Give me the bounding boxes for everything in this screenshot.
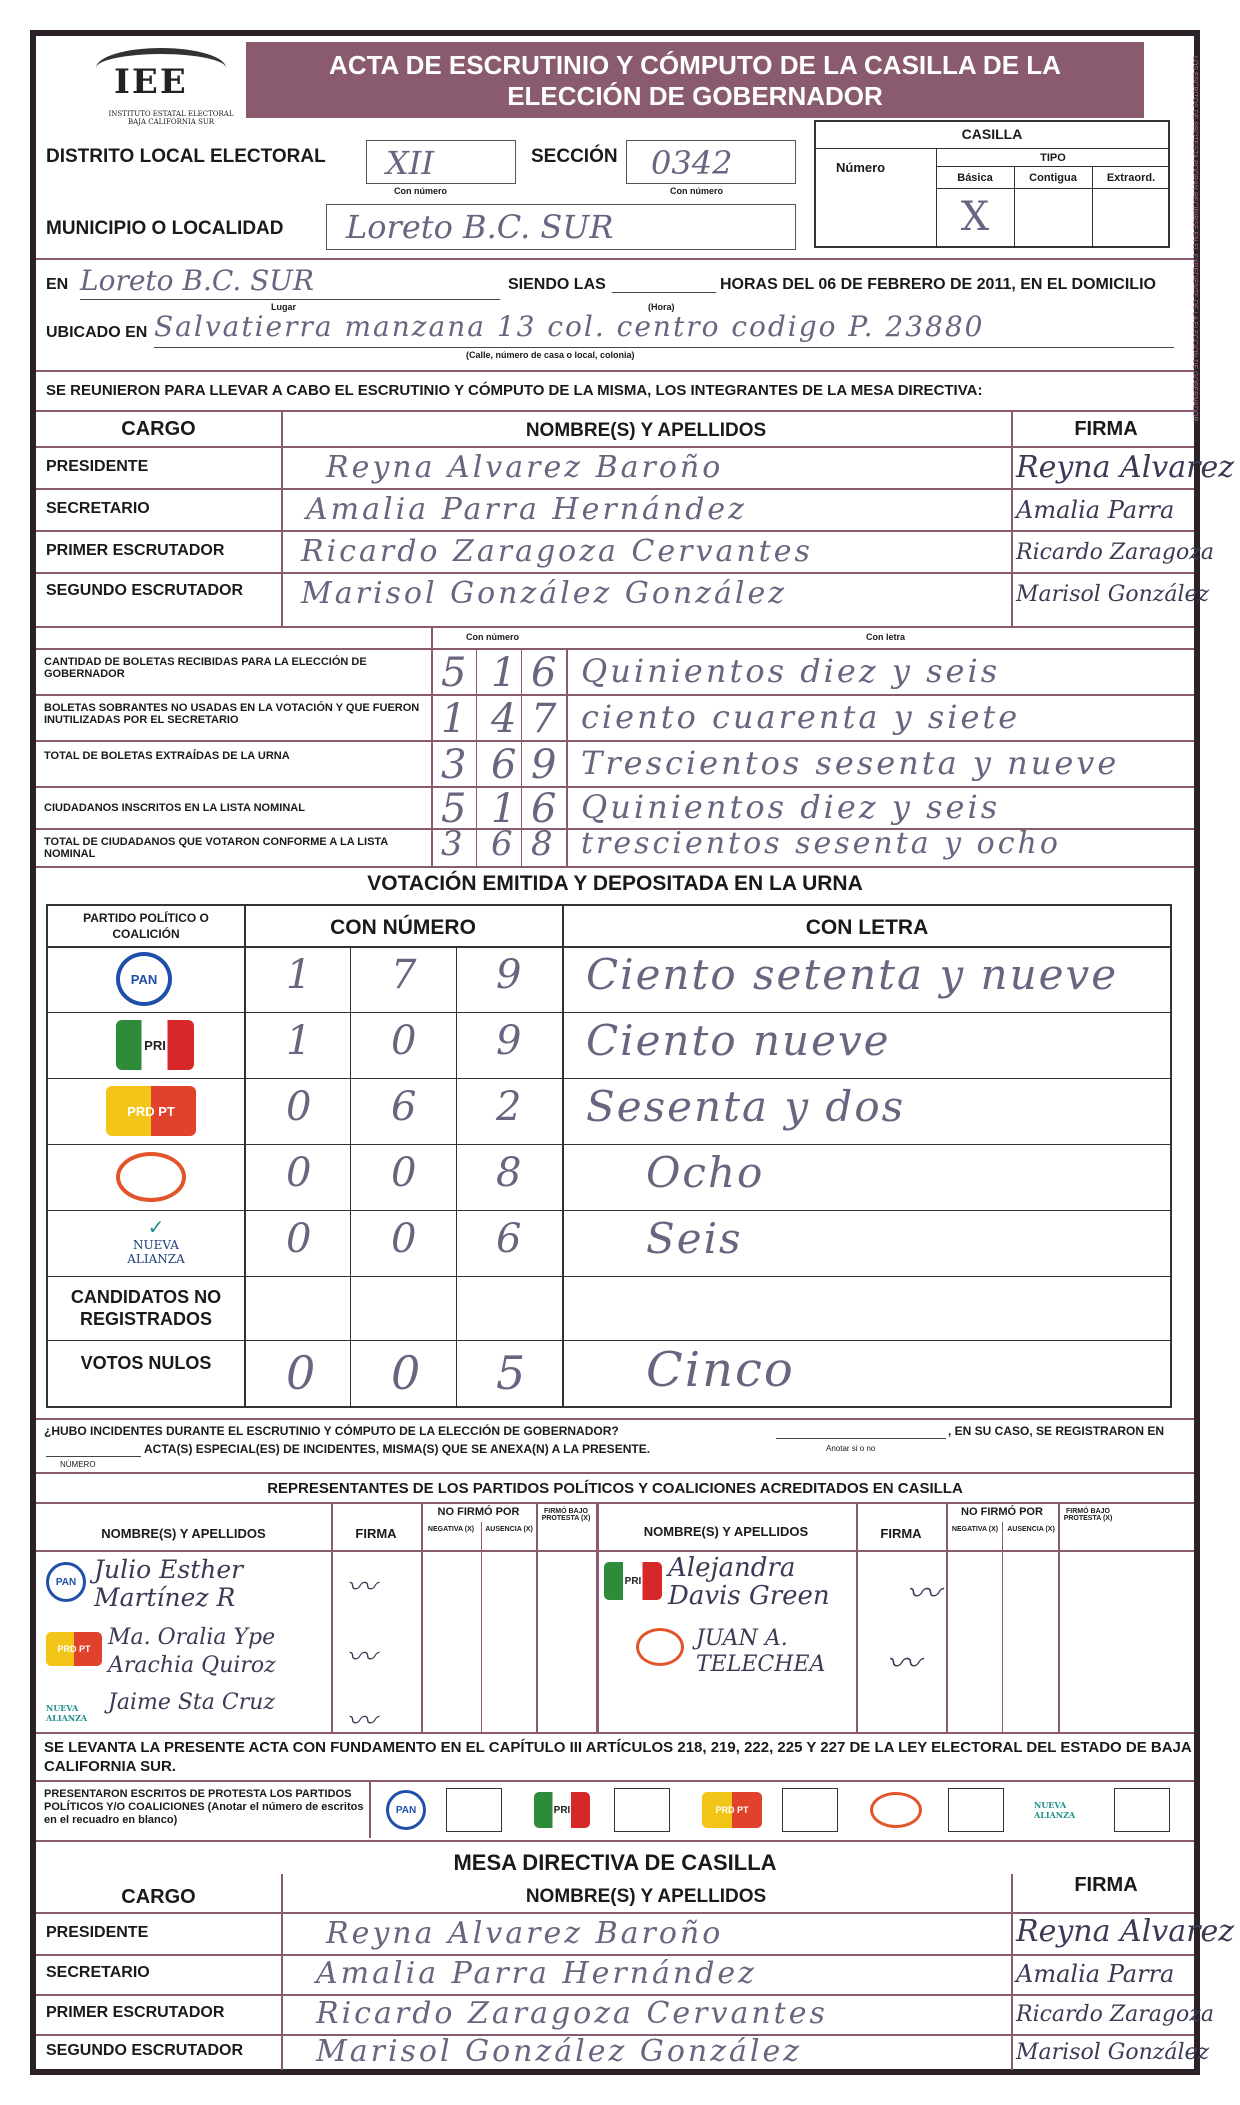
votacion-letra[interactable]: Sesenta y dos bbox=[586, 1082, 906, 1131]
rule-rep bbox=[36, 1472, 1194, 1474]
rep-pri-logo-icon: PRI bbox=[604, 1562, 662, 1600]
incidentes-text-2: , EN SU CASO, SE REGISTRARON EN bbox=[948, 1424, 1165, 1438]
mesa-bottom-cargo: PRIMER ESCRUTADOR bbox=[46, 2004, 225, 2021]
boletas-bottom-rule bbox=[36, 866, 1194, 868]
tipo-extraord: Extraord. bbox=[1106, 172, 1156, 184]
mesa-bottom-firma-header: FIRMA bbox=[1074, 1874, 1138, 1896]
tipo-label: TIPO bbox=[1040, 152, 1066, 164]
mesa-bottom-cargo: PRESIDENTE bbox=[46, 1924, 149, 1941]
rep-vline bbox=[481, 1522, 482, 1732]
rep-nombre[interactable]: Alejandra Davis Green bbox=[668, 1553, 830, 1611]
incidentes-text-1: ¿HUBO INCIDENTES DURANTE EL ESCRUTINIO Y CÓMPUTO DE LA ELECCIÓN DE GOBERNADOR? bbox=[44, 1424, 619, 1438]
hora-field[interactable] bbox=[612, 292, 716, 293]
rule-3 bbox=[36, 410, 1194, 412]
nueva-alianza-logo-icon: ✓ NUEVA ALIANZA bbox=[127, 1217, 185, 1266]
party-eagle-logo-icon bbox=[116, 1152, 186, 1202]
boletas-label: TOTAL DE BOLETAS EXTRAÍDAS DE LA URNA bbox=[44, 750, 290, 762]
boletas-d3[interactable]: 8 bbox=[531, 824, 553, 864]
boletas-label: BOLETAS SOBRANTES NO USADAS EN LA VOTACIÓN Y QUE FUERON INUTILIZADAS POR EL SECRETARIO bbox=[44, 702, 420, 726]
votacion-d2[interactable]: 7 bbox=[391, 952, 417, 998]
protesta-prd-pt-logo-icon: PRD PT bbox=[702, 1792, 762, 1828]
side-vertical-text: LOS ESCRITOS DE PROTESTA PODRÁN RECIBIRSE EN EL EXPEDIENTE DE LA ELECCIÓN DE GOBERNADOR bbox=[1191, 56, 1198, 422]
casilla-divider bbox=[814, 148, 1170, 149]
rep-nombre[interactable]: Jaime Sta Cruz bbox=[108, 1690, 275, 1715]
votacion-d1[interactable]: 1 bbox=[286, 952, 312, 998]
rule-fundamento bbox=[36, 1732, 1194, 1734]
rep-firma-scribble[interactable]: 〰 bbox=[346, 1704, 376, 1739]
horas-text: HORAS DEL 06 DE FEBRERO DE 2011, EN EL DOMICILIO bbox=[720, 276, 1156, 293]
rep-firma-header: FIRMA bbox=[355, 1526, 397, 1541]
mesa-top-firma[interactable]: Reyna Alvarez bbox=[1016, 450, 1235, 485]
incidentes-numero-field[interactable] bbox=[46, 1456, 141, 1457]
rule-mesa-bottom bbox=[36, 1840, 1194, 1842]
boletas-d3[interactable]: 7 bbox=[531, 696, 557, 742]
prd-pt-logo-icon: PRD PT bbox=[106, 1086, 196, 1136]
pri-logo-icon: PRI bbox=[116, 1020, 194, 1070]
mesa-bottom-nombre[interactable]: Marisol González González bbox=[316, 2034, 803, 2069]
votacion-d2[interactable]: 0 bbox=[391, 1346, 421, 1400]
rep-title-rule bbox=[36, 1502, 1194, 1504]
votos-nulos-label: VOTOS NULOS bbox=[80, 1353, 212, 1373]
mesa-top-row bbox=[36, 532, 1214, 572]
votacion-d1[interactable]: 0 bbox=[286, 1150, 312, 1196]
rep-header-rule bbox=[36, 1550, 1194, 1552]
rule-1 bbox=[36, 258, 1194, 260]
mesa-bottom-firma[interactable]: Amalia Parra bbox=[1016, 1960, 1175, 1988]
boletas-d1[interactable]: 3 bbox=[441, 824, 463, 864]
mesa-top-firma[interactable]: Amalia Parra bbox=[1016, 496, 1175, 524]
mesa-top-cargo: SECRETARIO bbox=[46, 500, 150, 517]
rep-vline bbox=[1002, 1522, 1003, 1732]
mesa-top-bottom-rule bbox=[36, 626, 1194, 628]
tipo-contigua: Contigua bbox=[1029, 172, 1077, 184]
rep-negativa-2: NEGATIVA (X) bbox=[951, 1526, 999, 1533]
lugar-label: Lugar bbox=[271, 302, 297, 312]
votacion-letra[interactable]: Seis bbox=[646, 1214, 743, 1263]
tipo-basica: Básica bbox=[957, 172, 993, 184]
logo-subtitle: INSTITUTO ESTATAL ELECTORAL BAJA CALIFORNIA SUR bbox=[108, 110, 234, 126]
mesa-bottom-cargo: SEGUNDO ESCRUTADOR bbox=[46, 2042, 244, 2059]
protesta-nueva-alianza-logo-icon: NUEVA ALIANZA bbox=[1034, 1800, 1076, 1820]
boletas-row bbox=[36, 650, 1194, 694]
boletas-letra[interactable]: trescientos sesenta y ocho bbox=[581, 826, 1061, 861]
boletas-row bbox=[36, 742, 1194, 786]
boletas-label: CANTIDAD DE BOLETAS RECIBIDAS PARA LA ELECCIÓN DE GOBERNADOR bbox=[44, 656, 367, 680]
votacion-d1[interactable]: 0 bbox=[286, 1346, 316, 1400]
votacion-d3[interactable]: 2 bbox=[496, 1084, 522, 1130]
distrito-con-numero: Con número bbox=[394, 186, 447, 196]
mesa-bottom-row bbox=[36, 1996, 1214, 2034]
votacion-d3[interactable]: 9 bbox=[496, 1018, 522, 1064]
mesa-bottom-row bbox=[36, 2034, 1210, 2070]
mesa-bottom-firma[interactable]: Ricardo Zaragoza bbox=[1016, 2002, 1214, 2027]
boletas-letra[interactable]: Quinientos diez y seis bbox=[581, 652, 1001, 690]
mesa-top-nombre[interactable]: Amalia Parra Hernández bbox=[306, 492, 747, 527]
mesa-bottom-title: MESA DIRECTIVA DE CASILLA bbox=[453, 1850, 777, 1875]
protesta-pan-logo-icon: PAN bbox=[386, 1790, 426, 1830]
incidentes-numero: NÚMERO bbox=[60, 1460, 96, 1469]
rep-vline bbox=[536, 1502, 538, 1732]
rep-firmo-bajo: FIRMÓ BAJO PROTESTA (X) bbox=[541, 1508, 591, 1522]
mesa-top-row bbox=[36, 490, 1194, 530]
tipo-basica-mark[interactable]: X bbox=[960, 194, 990, 240]
protesta-pan-box[interactable] bbox=[446, 1788, 502, 1832]
rep-prd-pt-logo-icon: PRD PT bbox=[46, 1632, 102, 1666]
mesa-top-row bbox=[36, 448, 1235, 488]
mesa-bottom-nombre[interactable]: Ricardo Zaragoza Cervantes bbox=[316, 1996, 828, 2031]
rep-nombre[interactable]: Julio Esther Martínez R bbox=[94, 1555, 244, 1612]
votacion-d3[interactable]: 5 bbox=[496, 1346, 526, 1400]
rule-protesta bbox=[36, 1780, 1194, 1782]
boletas-d3[interactable]: 9 bbox=[531, 742, 557, 788]
distrito-value: XII bbox=[386, 144, 435, 182]
rep-ausencia-2: AUSENCIA (X) bbox=[1007, 1526, 1055, 1533]
rep-eagle-logo-icon bbox=[636, 1628, 684, 1666]
boletas-d1[interactable]: 1 bbox=[441, 696, 467, 742]
boletas-d2[interactable]: 1 bbox=[491, 786, 517, 832]
rep-nombre-header: NOMBRE(S) Y APELLIDOS bbox=[101, 1526, 266, 1541]
mesa-bottom-row bbox=[36, 1956, 1194, 1994]
rep-nueva-alianza-logo-icon: NUEVA ALIANZA bbox=[46, 1703, 88, 1723]
reunieron-text: SE REUNIERON PARA LLEVAR A CABO EL ESCRUTINIO Y CÓMPUTO DE LA MISMA, LOS INTEGRANTES DE LA MESA DIRECTIVA: bbox=[46, 382, 983, 399]
siendo-label: SIENDO LAS bbox=[508, 276, 606, 293]
boletas-d3[interactable]: 6 bbox=[531, 786, 557, 832]
rule-2 bbox=[36, 370, 1194, 372]
rep-nombre[interactable]: Ma. Oralia Ype Arachia Quiroz bbox=[108, 1625, 276, 1678]
en-value[interactable]: Loreto B.C. SUR bbox=[80, 264, 500, 300]
mesa-top-firma[interactable]: Ricardo Zaragoza bbox=[1016, 540, 1214, 565]
votacion-d1[interactable]: 0 bbox=[286, 1216, 312, 1262]
rule-incidentes bbox=[36, 1418, 1194, 1420]
ubicado-label: UBICADO EN bbox=[46, 324, 148, 341]
votacion-d3[interactable]: 9 bbox=[496, 952, 522, 998]
hora-label: (Hora) bbox=[648, 302, 675, 312]
rep-firma-scribble[interactable]: 〰 bbox=[346, 1640, 376, 1675]
tipo-divider-2 bbox=[936, 188, 1170, 189]
mesa-bottom-cargo-header: CARGO bbox=[121, 1886, 196, 1908]
seccion-con-numero: Con número bbox=[670, 186, 723, 196]
mesa-top-firma-header: FIRMA bbox=[1074, 418, 1138, 440]
votacion-d1[interactable]: 0 bbox=[286, 1084, 312, 1130]
rep-firma-scribble[interactable]: 〰 bbox=[346, 1570, 376, 1605]
boletas-row bbox=[36, 824, 1194, 866]
protesta-eagle-box[interactable] bbox=[948, 1788, 1004, 1832]
rep-no-firmo: NO FIRMÓ POR bbox=[437, 1506, 520, 1518]
votacion-letra[interactable]: Cinco bbox=[646, 1342, 795, 1398]
boletas-d2[interactable]: 6 bbox=[491, 824, 513, 864]
seccion-label: SECCIÓN bbox=[531, 146, 618, 167]
rep-vline bbox=[946, 1502, 948, 1732]
votacion-row bbox=[46, 1144, 1172, 1210]
boletas-label: TOTAL DE CIUDADANOS QUE VOTARON CONFORME A LA LISTA NOMINAL bbox=[44, 836, 388, 860]
protesta-text: PRESENTARON ESCRITOS DE PROTESTA LOS PARTIDOS POLÍTICOS Y/O COALICIONES (Anotar el número de escritos en el recuadro en blanco) bbox=[44, 1788, 364, 1826]
rep-firmo-bajo-2: FIRMÓ BAJO PROTESTA (X) bbox=[1063, 1508, 1113, 1522]
protesta-eagle-logo-icon bbox=[870, 1792, 922, 1828]
boletas-d2[interactable]: 4 bbox=[491, 696, 517, 742]
boletas-con-letra: Con letra bbox=[866, 632, 906, 642]
acta-sheet bbox=[30, 30, 1235, 2075]
rep-nombre-header-2: NOMBRE(S) Y APELLIDOS bbox=[643, 1524, 809, 1539]
mesa-bottom-cargo: SECRETARIO bbox=[46, 1964, 150, 1981]
votacion-d3[interactable]: 8 bbox=[496, 1150, 522, 1196]
votacion-title: VOTACIÓN EMITIDA Y DEPOSITADA EN LA URNA bbox=[367, 872, 863, 895]
title-line-1: ACTA DE ESCRUTINIO Y CÓMPUTO DE LA CASILLA DE LA bbox=[329, 50, 1061, 80]
calle-label: (Calle, número de casa o local, colonia) bbox=[466, 350, 635, 360]
rep-vline bbox=[1058, 1502, 1060, 1732]
protesta-prd-pt-box[interactable] bbox=[782, 1788, 838, 1832]
votacion-row bbox=[46, 1340, 1172, 1408]
mesa-top-cargo: PRESIDENTE bbox=[46, 458, 149, 475]
votacion-d2[interactable]: 0 bbox=[391, 1216, 417, 1262]
mesa-bottom-firma[interactable]: Marisol González bbox=[1016, 2040, 1210, 2065]
boletas-d3[interactable]: 6 bbox=[531, 650, 557, 696]
votacion-row bbox=[46, 1276, 1172, 1340]
mesa-top-cargo: PRIMER ESCRUTADOR bbox=[46, 542, 225, 559]
boletas-d1[interactable]: 3 bbox=[441, 742, 467, 788]
logo-text: IEE bbox=[114, 62, 188, 102]
municipio-label: MUNICIPIO O LOCALIDAD bbox=[46, 218, 284, 239]
votacion-d2[interactable]: 0 bbox=[391, 1018, 417, 1064]
mesa-top-nombre[interactable]: Marisol González González bbox=[301, 576, 788, 611]
casilla-label: CASILLA bbox=[961, 126, 1023, 142]
title-line-2: ELECCIÓN DE GOBERNADOR bbox=[507, 81, 883, 111]
en-label: EN bbox=[46, 276, 69, 293]
votacion-partido-header: PARTIDO POLÍTICO O COALICIÓN bbox=[83, 911, 209, 941]
mesa-top-nombre-header: NOMBRE(S) Y APELLIDOS bbox=[525, 420, 767, 441]
votacion-letra[interactable]: Ciento setenta y nueve bbox=[586, 950, 1119, 999]
votacion-d2[interactable]: 0 bbox=[391, 1150, 417, 1196]
mesa-bottom-firma[interactable]: Reyna Alvarez bbox=[1016, 1914, 1235, 1949]
rep-pan-logo-icon: PAN bbox=[46, 1562, 86, 1602]
rep-nombre[interactable]: JUAN A. TELECHEA bbox=[696, 1626, 826, 1677]
iee-logo bbox=[76, 44, 246, 124]
mesa-bottom-nombre[interactable]: Amalia Parra Hernández bbox=[316, 1956, 757, 1991]
votacion-d3[interactable]: 6 bbox=[496, 1216, 522, 1262]
boletas-con-numero: Con número bbox=[466, 632, 519, 642]
rep-firma-scribble[interactable]: 〰 bbox=[906, 1574, 940, 1614]
boletas-letra[interactable]: ciento cuarenta y siete bbox=[581, 698, 1021, 736]
incidentes-text-3: ACTA(S) ESPECIAL(ES) DE INCIDENTES, MISMA(S) QUE SE ANEXA(N) A LA PRESENTE. bbox=[144, 1442, 651, 1456]
tipo-divider bbox=[936, 166, 1170, 167]
rep-firma-scribble[interactable]: 〰 bbox=[886, 1644, 920, 1684]
distrito-label: DISTRITO LOCAL ELECTORAL bbox=[46, 146, 326, 167]
mesa-top-row bbox=[36, 574, 1210, 614]
mesa-top-nombre[interactable]: Reyna Alvarez Baroño bbox=[326, 450, 724, 485]
votacion-letra-header: CON LETRA bbox=[805, 916, 929, 939]
votacion-d1[interactable]: 1 bbox=[286, 1018, 312, 1064]
votacion-numero-header: CON NÚMERO bbox=[330, 916, 476, 939]
boletas-d2[interactable]: 1 bbox=[491, 650, 517, 696]
boletas-d2[interactable]: 6 bbox=[491, 742, 517, 788]
mesa-bottom-nombre-header: NOMBRE(S) Y APELLIDOS bbox=[525, 1886, 767, 1907]
votacion-row bbox=[46, 1078, 1172, 1144]
mesa-bottom-nombre[interactable]: Reyna Alvarez Baroño bbox=[326, 1916, 724, 1951]
votacion-row bbox=[46, 1210, 1172, 1276]
boletas-d1[interactable]: 5 bbox=[441, 650, 467, 696]
rep-vline bbox=[421, 1502, 423, 1732]
rep-no-firmo-2: NO FIRMÓ POR bbox=[961, 1506, 1043, 1518]
mesa-top-firma[interactable]: Marisol González bbox=[1016, 582, 1210, 607]
mesa-top-nombre[interactable]: Ricardo Zaragoza Cervantes bbox=[301, 534, 813, 569]
seccion-value: 0342 bbox=[651, 144, 733, 182]
rep-negativa: NEGATIVA (X) bbox=[427, 1526, 475, 1533]
votacion-letra[interactable]: Ocho bbox=[646, 1148, 765, 1197]
votacion-d2[interactable]: 6 bbox=[391, 1084, 417, 1130]
boletas-d1[interactable]: 5 bbox=[441, 786, 467, 832]
boletas-letra[interactable]: Quinientos diez y seis bbox=[581, 788, 1001, 826]
no-registrados-label: CANDIDATOS NO REGISTRADOS bbox=[70, 1287, 222, 1329]
protesta-vline bbox=[369, 1780, 371, 1838]
boletas-letra[interactable]: Trescientos sesenta y nueve bbox=[581, 744, 1120, 782]
mesa-bottom-row bbox=[36, 1914, 1235, 1954]
mesa-top-cargo: SEGUNDO ESCRUTADOR bbox=[46, 582, 244, 599]
ubicado-value[interactable]: Salvatierra manzana 13 col. centro codigo P. 23880 bbox=[154, 310, 1174, 348]
incidentes-anotar: Anotar si o no bbox=[826, 1444, 876, 1453]
incidentes-answer-field[interactable] bbox=[776, 1438, 946, 1439]
rep-firma-header-2: FIRMA bbox=[880, 1526, 922, 1541]
boletas-row bbox=[36, 696, 1194, 740]
boletas-label: CIUDADANOS INSCRITOS EN LA LISTA NOMINAL bbox=[44, 802, 305, 814]
title-banner bbox=[246, 42, 1144, 118]
protesta-pri-box[interactable] bbox=[614, 1788, 670, 1832]
rep-title: REPRESENTANTES DE LOS PARTIDOS POLÍTICOS Y COALICIONES ACREDITADOS EN CASILLA bbox=[267, 1480, 963, 1497]
votacion-row bbox=[46, 946, 1172, 1012]
rep-ausencia: AUSENCIA (X) bbox=[485, 1526, 533, 1533]
votacion-row bbox=[46, 1012, 1172, 1078]
municipio-value: Loreto B.C. SUR bbox=[346, 208, 614, 246]
protesta-nueva-alianza-box[interactable] bbox=[1114, 1788, 1170, 1832]
casilla-numero-label: Número bbox=[836, 160, 886, 175]
fundamento-text: SE LEVANTA LA PRESENTE ACTA CON FUNDAMENTO EN EL CAPÍTULO III ARTÍCULOS 218, 219, 222, 225 Y 227 DE LA LEY ELECTORAL DEL ESTADO DE BAJA CALIFORNIA SUR. bbox=[44, 1739, 1192, 1775]
protesta-pri-logo-icon: PRI bbox=[534, 1792, 590, 1828]
boletas-row bbox=[36, 786, 1194, 832]
mesa-top-cargo-header: CARGO bbox=[121, 418, 196, 440]
pan-logo-icon: PAN bbox=[116, 952, 172, 1006]
votacion-letra[interactable]: Ciento nueve bbox=[586, 1016, 891, 1065]
